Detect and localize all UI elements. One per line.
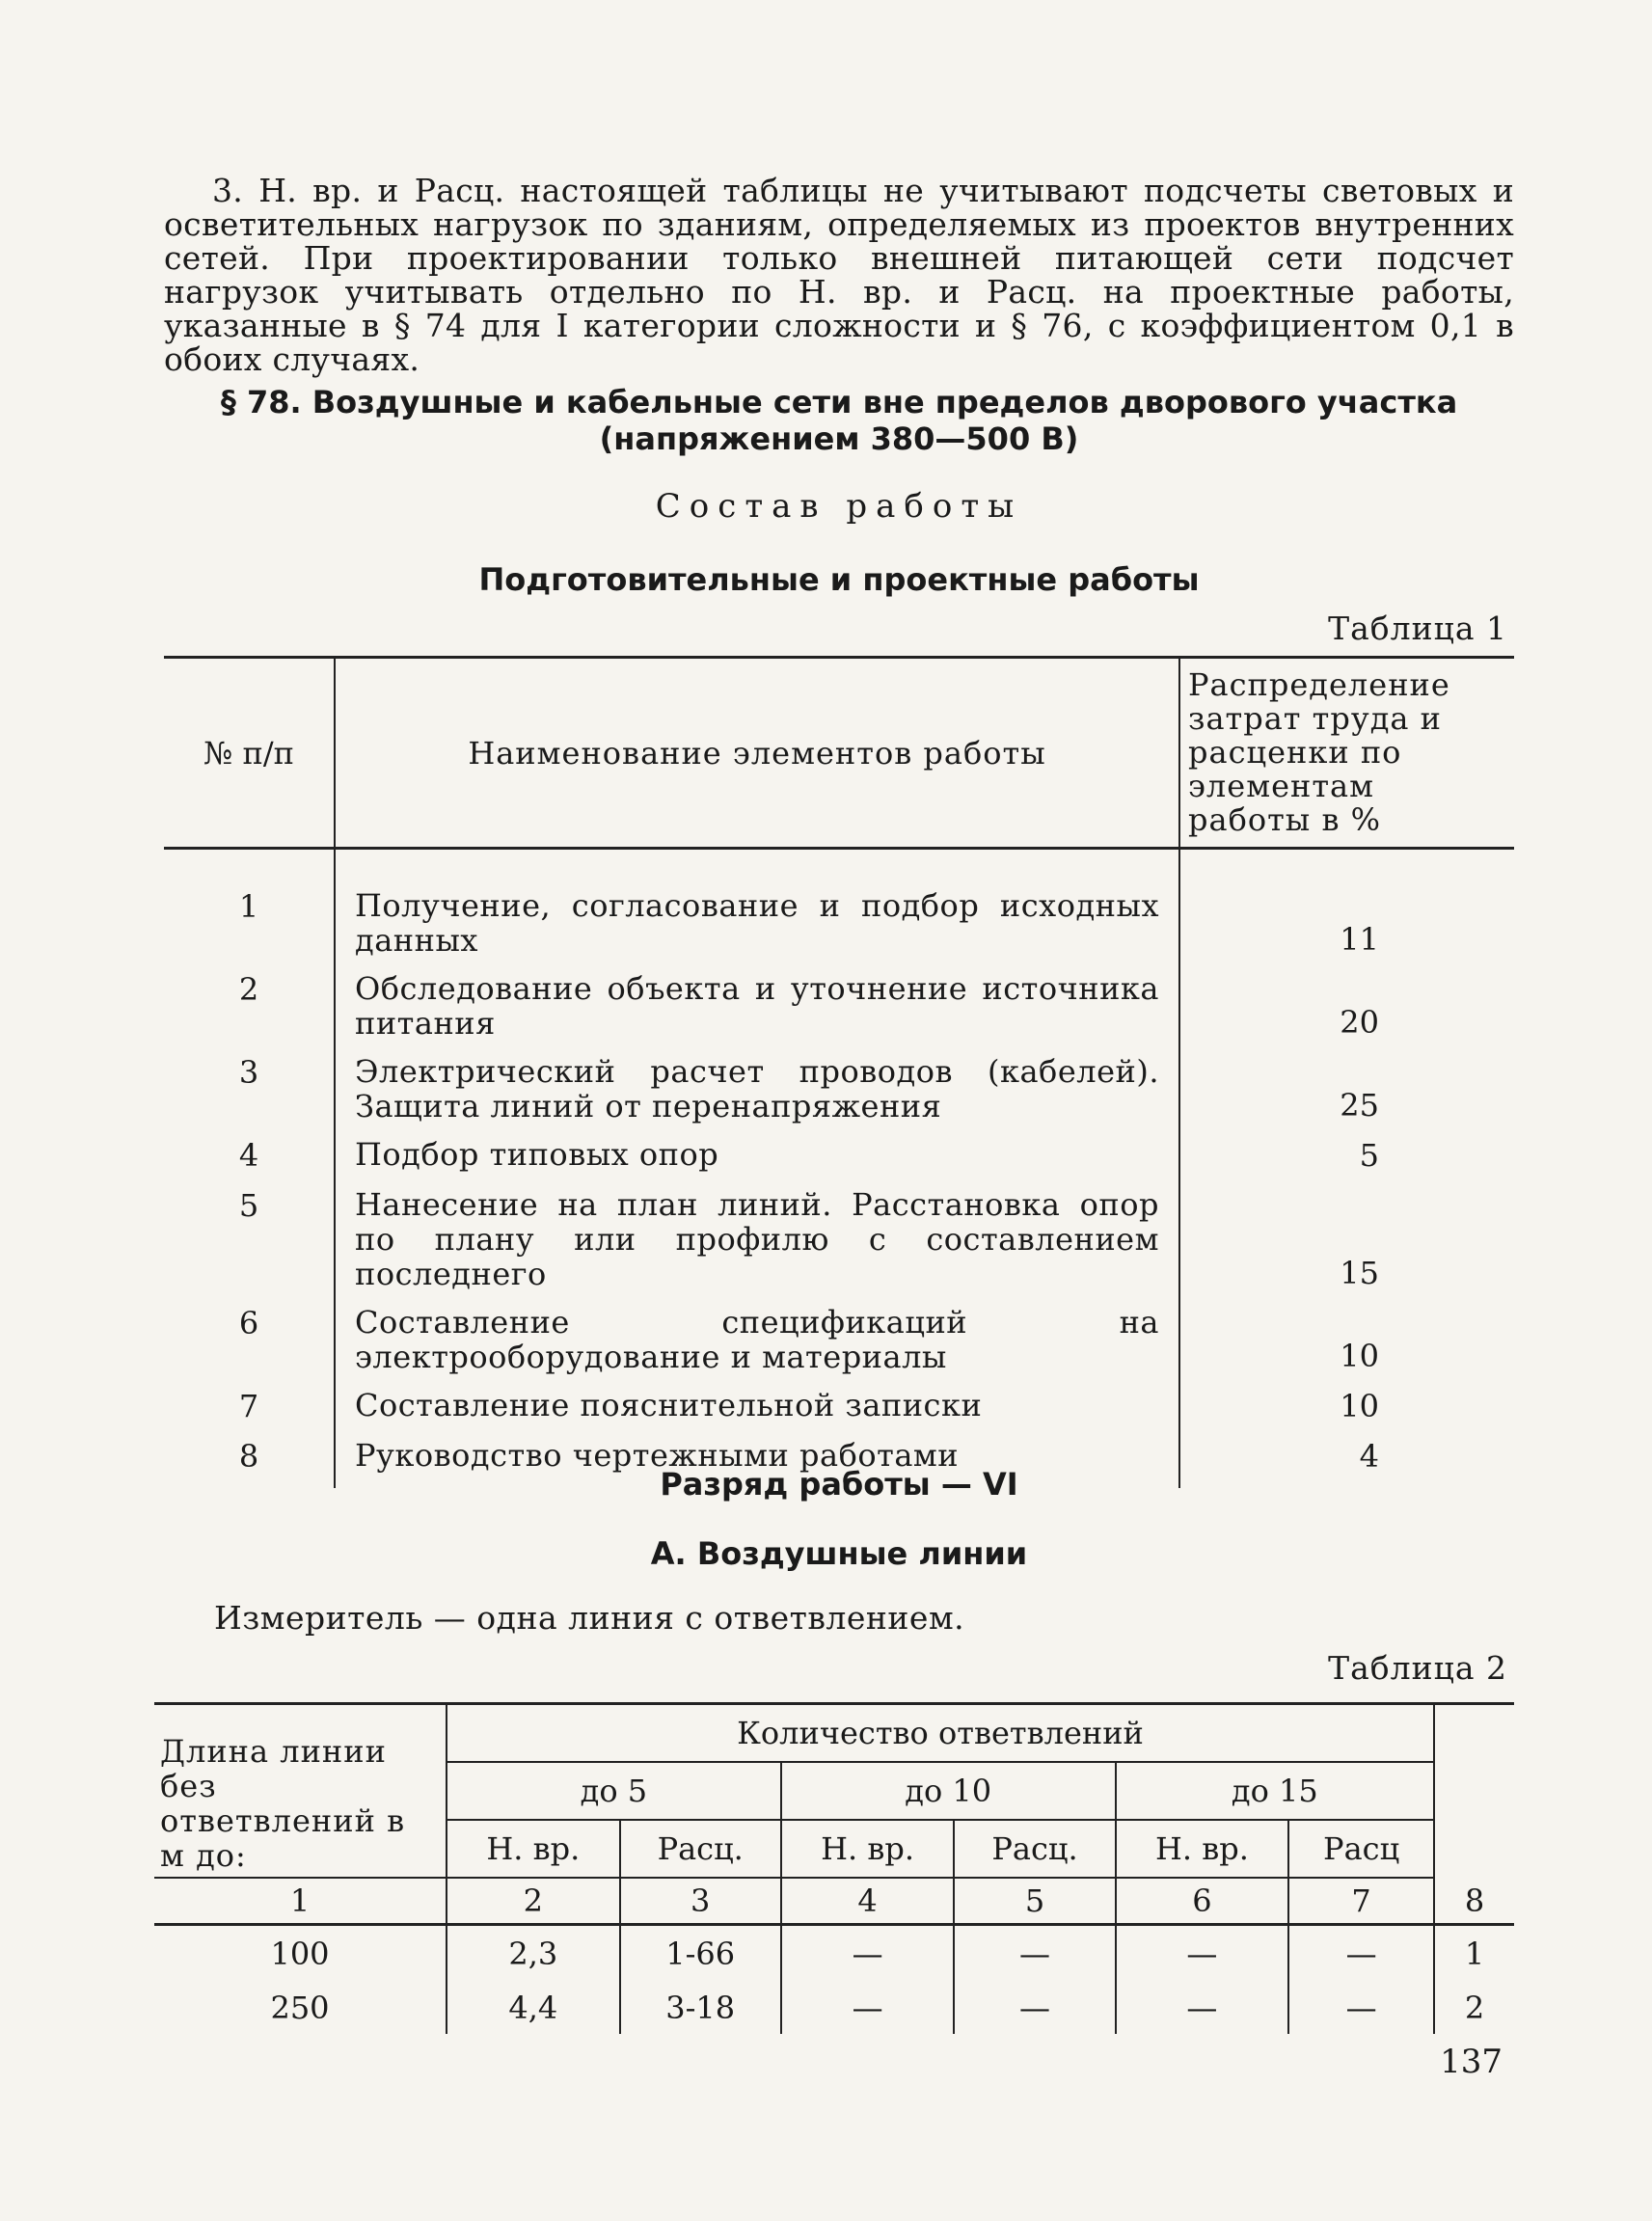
- table-row: [164, 1305, 1514, 1388]
- section-title-line1: § 78. Воздушные и кабельные сети вне пределов дворового участка: [220, 384, 1458, 420]
- section-title-line2: (напряжением 380—500 В): [599, 420, 1079, 457]
- row-pct: 15: [1340, 1255, 1379, 1291]
- table2: [154, 1702, 1514, 2034]
- row-num: 3: [164, 1054, 335, 1137]
- table2-cell: 4,4: [447, 1980, 620, 2034]
- table2-sub-header: Расц.: [954, 1820, 1115, 1878]
- row-name: Получение, согласование и подбор исходных данных: [335, 849, 1179, 972]
- table1-header-row: [164, 658, 1514, 849]
- row-pct: 11: [1340, 921, 1379, 958]
- table2-col8-header: [1434, 1704, 1514, 1879]
- row-pct: 10: [1340, 1338, 1379, 1374]
- table2-col-number: 7: [1288, 1878, 1434, 1925]
- table2-group-header: до 5: [447, 1762, 781, 1820]
- table2-cell: 3-18: [620, 1980, 781, 2034]
- table2-col-number: 3: [620, 1878, 781, 1925]
- table2-group-header: до 10: [781, 1762, 1116, 1820]
- table2-col-number: 2: [447, 1878, 620, 1925]
- table2-cell: 100: [154, 1925, 447, 1981]
- row-pct: 4: [1359, 1438, 1379, 1475]
- subsection-a-heading: А. Воздушные линии: [650, 1535, 1028, 1572]
- table2-caption: Таблица 2: [1328, 1649, 1507, 1687]
- table2-col-number: 4: [781, 1878, 955, 1925]
- row-num: 4: [164, 1137, 335, 1187]
- table2-cell: 2,3: [447, 1925, 620, 1981]
- table2-cell: —: [1116, 1925, 1289, 1981]
- row-pct: 20: [1340, 1004, 1379, 1041]
- row-num: 8: [164, 1438, 335, 1488]
- table2-col-number: 1: [154, 1878, 447, 1925]
- row-name: Подбор типовых опор: [335, 1137, 1179, 1187]
- table1-header-num: № п/п: [164, 658, 335, 849]
- row-pct: 25: [1340, 1087, 1379, 1124]
- table2-cell: 250: [154, 1980, 447, 2034]
- table2-sub-header: Расц: [1288, 1820, 1434, 1878]
- note-paragraph: [164, 174, 1514, 376]
- table2-sub-header: Н. вр.: [447, 1820, 620, 1878]
- section-title: [164, 384, 1514, 457]
- table2-cell: —: [781, 1980, 955, 2034]
- row-pct: 5: [1359, 1137, 1379, 1174]
- table2-branches-header: Количество ответвлений: [447, 1704, 1434, 1763]
- table2-col-number: 6: [1116, 1878, 1289, 1925]
- table2-cell: —: [781, 1925, 955, 1981]
- row-num: 1: [164, 849, 335, 972]
- table-row: [164, 1187, 1514, 1305]
- table2-cell: —: [954, 1980, 1115, 2034]
- table2-cell: 1: [1464, 1936, 1485, 1972]
- table2-sub-header: Н. вр.: [1116, 1820, 1289, 1878]
- row-name: Обследование объекта и уточнение источника питания: [335, 971, 1179, 1054]
- composition-heading: Состав работы: [655, 487, 1023, 526]
- row-name: Нанесение на план линий. Расстановка опор по плану или профилю с составлением последнего: [335, 1187, 1179, 1305]
- table1-header-pct: Распределение затрат труда и расценки по элементам работы в %: [1179, 658, 1514, 849]
- table1-caption: Таблица 1: [1328, 609, 1507, 647]
- table-row: [164, 1054, 1514, 1137]
- table2-sub-header: Н. вр.: [781, 1820, 955, 1878]
- row-num: 7: [164, 1388, 335, 1438]
- table-row: [164, 1388, 1514, 1438]
- row-num: 6: [164, 1305, 335, 1388]
- table-row: [154, 1925, 1514, 1981]
- table2-cell: 1-66: [620, 1925, 781, 1981]
- table2-length-header: Длина линии без ответвлений в м до:: [154, 1704, 447, 1879]
- row-name: Составление пояснительной записки: [335, 1388, 1179, 1438]
- table2-cell: —: [1288, 1980, 1434, 2034]
- table2-sub-header: Расц.: [620, 1820, 781, 1878]
- table-row: [154, 1980, 1514, 2034]
- table1: [164, 656, 1514, 1488]
- subtitle-heading: Подготовительные и проектные работы: [478, 561, 1200, 598]
- row-name: Электрический расчет проводов (кабелей). Защита линий от перенапряжения: [335, 1054, 1179, 1137]
- table-row: [164, 1137, 1514, 1187]
- row-num: 5: [164, 1187, 335, 1305]
- grade-heading: Разряд работы — VI: [660, 1466, 1018, 1503]
- row-name: Руководство чертежными работами: [335, 1438, 1179, 1488]
- row-pct: 10: [1340, 1388, 1379, 1424]
- table1-header-name: Наименование элементов работы: [335, 658, 1179, 849]
- meter-text: Измеритель — одна линия с ответвлением.: [214, 1599, 965, 1637]
- table2-cell: 2: [1464, 1990, 1485, 2026]
- note-text: 3. Н. вр. и Расц. настоящей таблицы не учитывают подсчеты световых и осветительных нагрузок по зданиям, определяемых из проектов внутренних сетей. При проектировании только внешней питающей сети подсчет нагрузок учитывать отдельно по Н. вр. и Расц. на проектные работы, указанные в § 74 для I категории сложности и § 76, с коэффициентом 0,1 в обоих случаях.: [164, 172, 1514, 378]
- table2-col-number: 5: [954, 1878, 1115, 1925]
- table2-cell: —: [1116, 1980, 1289, 2034]
- table2-number-row: [154, 1878, 1514, 1925]
- table2-col-number: 8: [1434, 1878, 1514, 1925]
- table-row: [164, 971, 1514, 1054]
- table2-cell: —: [954, 1925, 1115, 1981]
- row-num: 2: [164, 971, 335, 1054]
- table2-header-row1: [154, 1704, 1514, 1763]
- row-name: Составление спецификаций на электрооборудование и материалы: [335, 1305, 1179, 1388]
- table2-group-header: до 15: [1116, 1762, 1434, 1820]
- table2-cell: —: [1288, 1925, 1434, 1981]
- page-number: 137: [1440, 2043, 1503, 2081]
- table-row: [164, 849, 1514, 972]
